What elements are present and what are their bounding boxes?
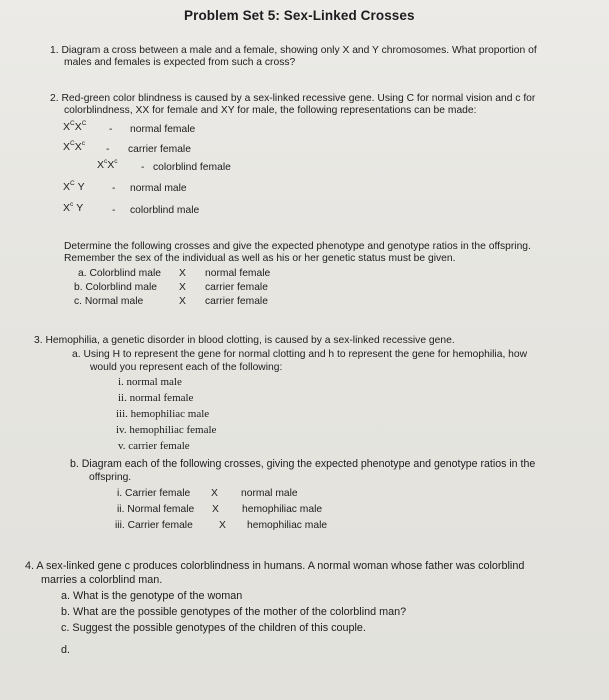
genotype-normal-female: $X^CX^C$ [63, 120, 87, 133]
q3-item-normal-male: i. normal male [118, 376, 182, 388]
cross-right: normal female [205, 268, 271, 279]
q1-line2: males and females is expected from such a cross? [64, 57, 296, 68]
q3-item-normal-female: ii. normal female [118, 392, 194, 404]
q2-line1: 2. Red-green color blindness is caused by a sex-linked recessive gene. Using C for normal vision and c for [50, 93, 536, 104]
genotype-dash: - [112, 205, 116, 216]
cross-right: carrier female [205, 282, 268, 293]
cross-x: X [179, 268, 186, 279]
genotype-dash: - [112, 183, 116, 194]
genotype-colorblind-male: $X^c$ Y [63, 201, 84, 214]
q3-b-line2: offspring. [89, 472, 132, 483]
cross-right: normal male [241, 488, 298, 499]
page-title: Problem Set 5: Sex-Linked Crosses [184, 8, 415, 23]
q2-determine-line2: Remember the sex of the individual as well as his or her genetic status must be given. [64, 253, 456, 264]
cross-x: X [212, 504, 219, 515]
q3-a-line2: would you represent each of the following: [90, 362, 283, 373]
q3-a-line1: a. Using H to represent the gene for normal clotting and h to represent the gene for hemophilia, how [72, 349, 528, 360]
q3-item-hemophiliac-female: iv. hemophiliac female [116, 424, 217, 436]
cross-left: iii. Carrier female [115, 520, 193, 531]
cross-left: ii. Normal female [117, 504, 195, 515]
genotype-label: normal male [130, 183, 187, 194]
genotype-colorblind-female: $X^cX^c$ [97, 158, 118, 171]
genotype-label: normal female [130, 124, 196, 135]
genotype-dash: - [106, 144, 110, 155]
genotype-label: carrier female [128, 144, 191, 155]
q3-b-line1: b. Diagram each of the following crosses, giving the expected phenotype and genotype ratios in the [70, 458, 536, 470]
cross-right: hemophiliac male [247, 520, 328, 531]
cross-left: c. Normal male [74, 296, 144, 307]
cross-left: b. Colorblind male [74, 282, 157, 293]
q2-line2: colorblindness, XX for female and XY for male, the following representations can be made: [64, 105, 477, 116]
q4-item-c: c. Suggest the possible genotypes of the children of this couple. [61, 622, 366, 634]
genotype-dash: - [109, 124, 113, 135]
q3-item-hemophiliac-male: iii. hemophiliac male [116, 408, 210, 420]
genotype-dash: - [141, 162, 145, 173]
cross-x: X [179, 282, 186, 293]
q4-item-b: b. What are the possible genotypes of the mother of the colorblind man? [61, 606, 407, 618]
q4-item-a: a. What is the genotype of the woman [61, 590, 243, 602]
cross-right: carrier female [205, 296, 268, 307]
q3-item-carrier-female: v. carrier female [118, 440, 190, 452]
cross-left: i. Carrier female [117, 488, 191, 499]
q4-line2: marries a colorblind man. [41, 574, 163, 586]
cross-right: hemophiliac male [242, 504, 323, 515]
cross-x: X [211, 488, 218, 499]
genotype-label: colorblind male [130, 205, 200, 216]
cross-x: X [219, 520, 226, 531]
q3-line1: 3. Hemophilia, a genetic disorder in blood clotting, is caused by a sex-linked recessive gene. [34, 335, 455, 346]
q4-line1: 4. A sex-linked gene c produces colorblindness in humans. A normal woman whose father was colorblind [25, 560, 525, 572]
genotype-label: colorblind female [153, 162, 231, 173]
q2-determine-line1: Determine the following crosses and give the expected phenotype and genotype ratios in the offspring. [64, 241, 531, 252]
q1-line1: 1. Diagram a cross between a male and a female, showing only X and Y chromosomes. What proportion of [50, 45, 537, 56]
cross-x: X [179, 296, 186, 307]
genotype-carrier-female: $X^CX^c$ [63, 140, 85, 153]
q4-item-d: d. [61, 644, 71, 656]
genotype-normal-male: $X^C$ Y [63, 180, 85, 193]
cross-left: a. Colorblind male [78, 268, 161, 279]
